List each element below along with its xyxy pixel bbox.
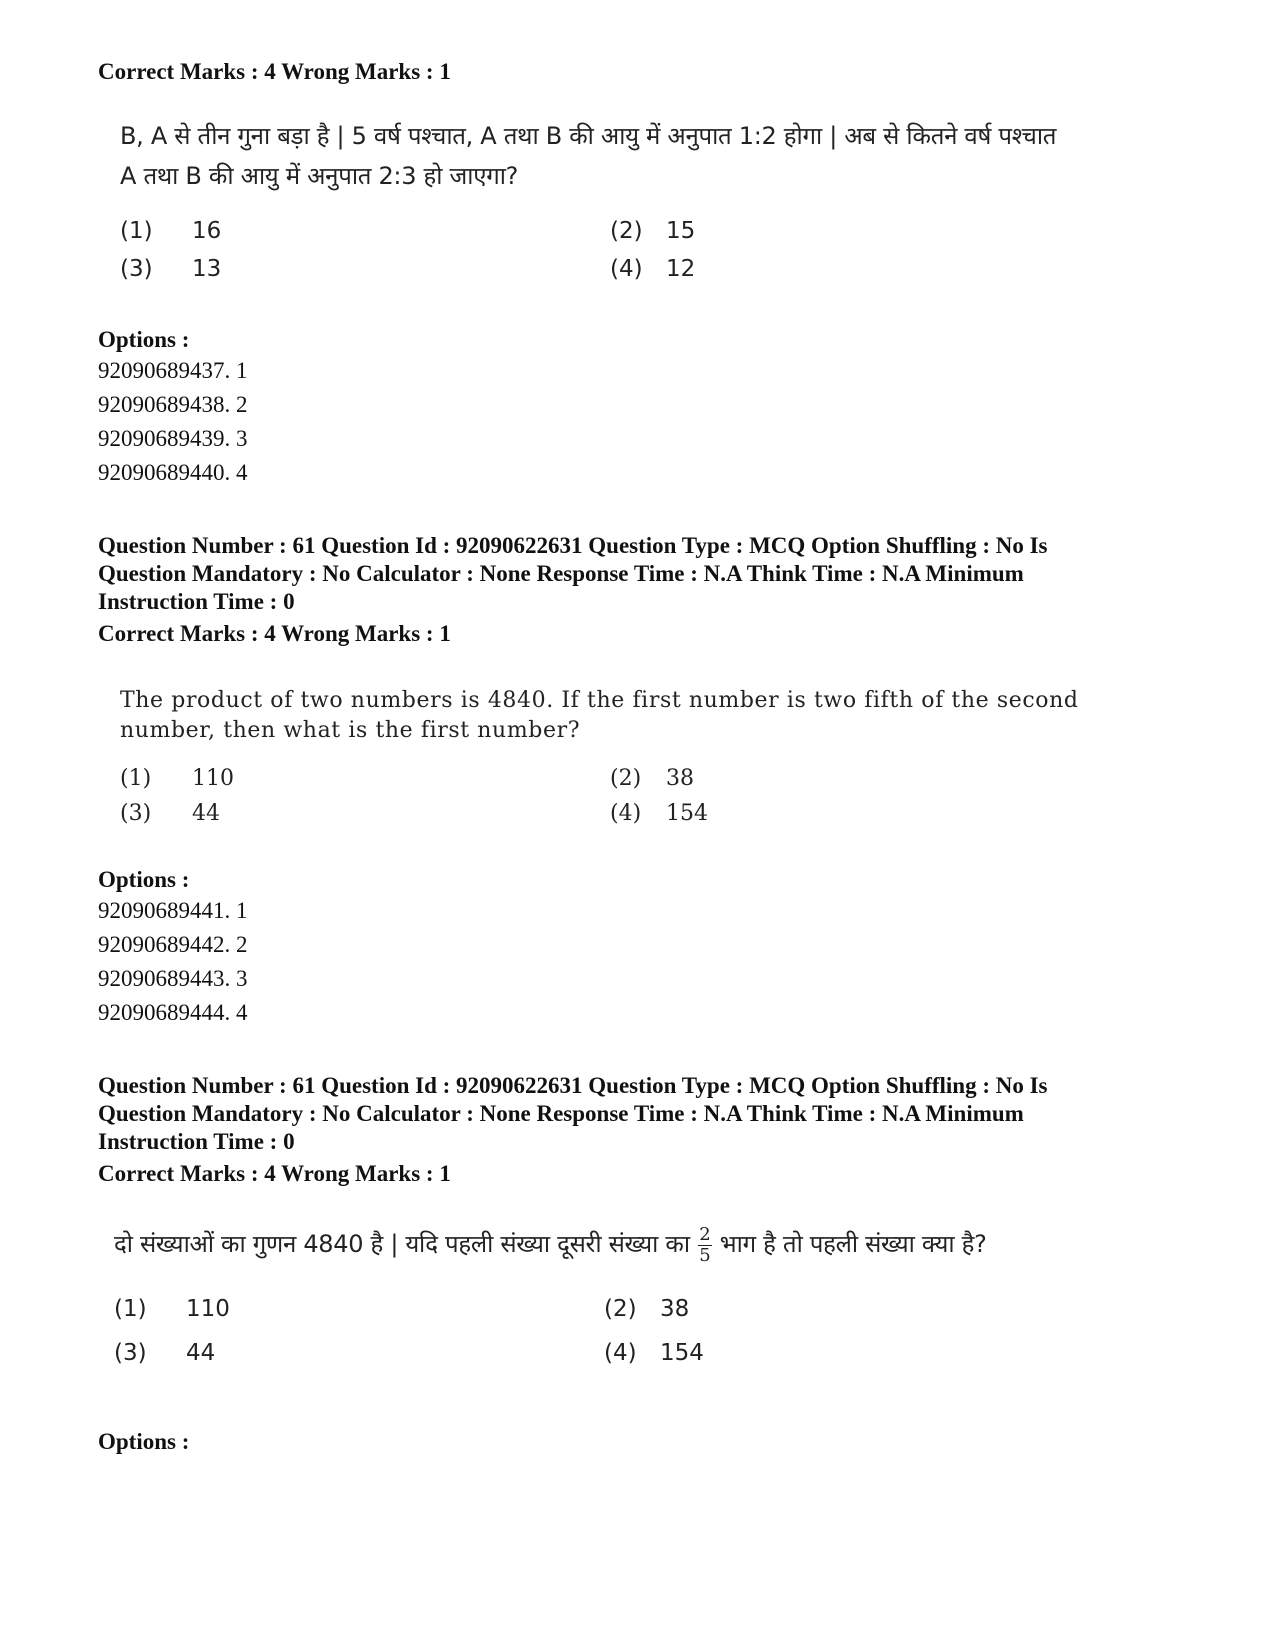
answer-choice: (2) 38: [610, 766, 694, 791]
fraction: $\frac{2}{5}$: [699, 1223, 711, 1266]
answer-choice: (2) 15: [610, 218, 696, 244]
options-section: [98, 866, 1178, 1030]
options-section: [98, 1428, 1178, 1456]
marks-line: Correct Marks : 4 Wrong Marks : 1: [98, 621, 451, 646]
question-meta-line: Question Mandatory : No Calculator : None Response Time : N.A Think Time : N.A Minimum: [98, 1101, 1024, 1126]
option-line: 92090689444. 4: [98, 1000, 248, 1025]
options-title: Options :: [98, 327, 190, 352]
options-title: Options :: [98, 867, 190, 892]
option-line: 92090689440. 4: [98, 460, 248, 485]
answer-choice: (4) 154: [604, 1340, 704, 1366]
answer-choice: (3) 44: [120, 801, 220, 826]
question-text-line: number, then what is the first number?: [120, 718, 581, 743]
answer-choice: (1) 16: [120, 218, 222, 244]
marks-line: Correct Marks : 4 Wrong Marks : 1: [98, 1161, 451, 1186]
answer-choices: [120, 766, 1120, 826]
question-text-line: The product of two numbers is 4840. If the first number is two fifth of the second: [120, 688, 1079, 713]
question-text-line: दो संख्याओं का गुणन 4840 है | यदि पहली संख्या दूसरी संख्या का $\frac{2}{5}$ भाग है तो पहली संख्या क्या है?: [114, 1223, 987, 1266]
answer-choices: [114, 1296, 1114, 1366]
options-section: [98, 326, 1178, 490]
option-line: 92090689443. 3: [98, 966, 248, 991]
answer-choice: (1) 110: [120, 766, 234, 791]
question-image: [120, 686, 1120, 826]
question-image: [120, 116, 1120, 282]
option-line: 92090689439. 3: [98, 426, 248, 451]
answer-choice: (2) 38: [604, 1296, 690, 1322]
question-text-line: B, A से तीन गुना बड़ा है | 5 वर्ष पश्चात, A तथा B की आयु में अनुपात 1:2 होगा | अब से कितने वर्ष पश्चात: [120, 122, 1057, 150]
option-line: 92090689438. 2: [98, 392, 248, 417]
question-image: [114, 1220, 1114, 1366]
question-meta-line: Question Number : 61 Question Id : 92090622631 Question Type : MCQ Option Shuffling : No Is: [98, 533, 1048, 558]
marks-line: Correct Marks : 4 Wrong Marks : 1: [98, 59, 451, 84]
question-block-2: [98, 532, 1178, 1030]
question-block-3: [98, 1072, 1178, 1456]
option-line: 92090689441. 1: [98, 898, 248, 923]
option-line: 92090689437. 1: [98, 358, 248, 383]
answer-choice: (3) 44: [114, 1340, 216, 1366]
document-page: [98, 58, 1178, 1456]
question-meta-line: Question Mandatory : No Calculator : None Response Time : N.A Think Time : N.A Minimum: [98, 561, 1024, 586]
question-meta-line: Instruction Time : 0: [98, 589, 295, 614]
options-title: Options :: [98, 1429, 190, 1454]
answer-choice: (1) 110: [114, 1296, 230, 1322]
answer-choice: (4) 12: [610, 256, 696, 282]
option-line: 92090689442. 2: [98, 932, 248, 957]
answer-choice: (4) 154: [610, 801, 708, 826]
question-text-line: A तथा B की आयु में अनुपात 2:3 हो जाएगा?: [120, 162, 519, 190]
question-meta-line: Question Number : 61 Question Id : 92090622631 Question Type : MCQ Option Shuffling : No Is: [98, 1073, 1048, 1098]
question-block-1: [98, 58, 1178, 490]
question-meta-line: Instruction Time : 0: [98, 1129, 295, 1154]
answer-choices: [120, 218, 1120, 282]
answer-choice: (3) 13: [120, 256, 222, 282]
